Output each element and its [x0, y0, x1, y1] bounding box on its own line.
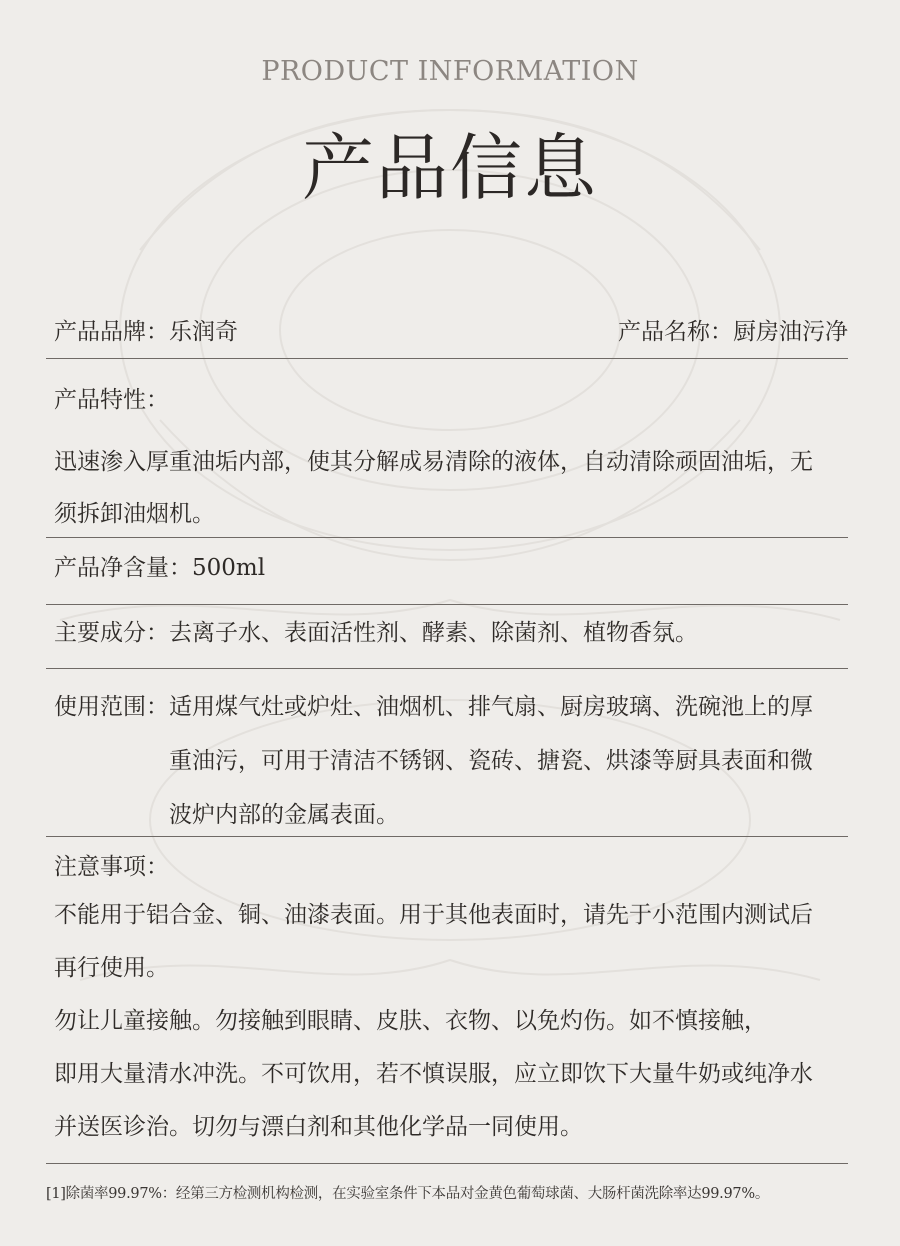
features-text [54, 436, 848, 540]
cautions-section [54, 851, 848, 1154]
product-name-field [618, 316, 848, 348]
footnote: [1]除菌率99.97%：经第三方检测机构检测，在实验室条件下本品对金黄色葡萄球菌、大肠杆菌洗除率达99.97%。 [46, 1186, 770, 1202]
brand-field [54, 316, 238, 348]
usage-section [54, 680, 848, 842]
divider [46, 668, 848, 669]
divider [46, 604, 848, 605]
volume-section [54, 552, 848, 584]
usage-label: 使用范围： [54, 694, 169, 720]
cautions-label: 注意事项： [54, 854, 169, 880]
ingredients-section [54, 617, 848, 649]
brand-label: 产品品牌： [54, 319, 169, 345]
cautions-line: 再行使用。 [54, 955, 169, 981]
usage-line: 重油污，可用于清洁不锈钢、瓷砖、搪瓷、烘漆等厨具表面和微 [169, 748, 813, 774]
volume-value: 500ml [192, 555, 266, 581]
divider [46, 358, 848, 359]
usage-line: 波炉内部的金属表面。 [169, 802, 399, 828]
product-name-label: 产品名称： [618, 319, 733, 345]
ingredients-value: 去离子水、表面活性剂、酵素、除菌剂、植物香氛。 [169, 620, 698, 646]
features-line: 迅速渗入厚重油垢内部，使其分解成易清除的液体，自动清除顽固油垢，无 [54, 449, 813, 475]
divider [46, 1163, 848, 1164]
usage-text [169, 680, 848, 842]
page-title: 产品信息 [301, 126, 598, 210]
cautions-text [54, 889, 848, 1154]
brand-name-row [54, 316, 848, 348]
english-title: PRODUCT INFORMATION [261, 56, 639, 87]
features-line: 须拆卸油烟机。 [54, 501, 215, 527]
cautions-line: 不能用于铝合金、铜、油漆表面。用于其他表面时，请先于小范围内测试后 [54, 902, 813, 928]
cautions-line: 即用大量清水冲洗。不可饮用，若不慎误服，应立即饮下大量牛奶或纯净水 [54, 1061, 813, 1087]
features-section [54, 384, 848, 540]
product-name-value: 厨房油污净 [733, 319, 848, 345]
brand-value: 乐润奇 [169, 319, 238, 345]
divider [46, 537, 848, 538]
cautions-line: 勿让儿童接触。勿接触到眼睛、皮肤、衣物、以免灼伤。如不慎接触， [54, 1008, 767, 1034]
usage-line: 适用煤气灶或炉灶、油烟机、排气扇、厨房玻璃、洗碗池上的厚 [169, 694, 813, 720]
volume-label: 产品净含量： [54, 555, 192, 581]
ingredients-label: 主要成分： [54, 620, 169, 646]
features-label: 产品特性： [54, 387, 169, 413]
cautions-line: 并送医诊治。切勿与漂白剂和其他化学品一同使用。 [54, 1114, 583, 1140]
divider [46, 836, 848, 837]
